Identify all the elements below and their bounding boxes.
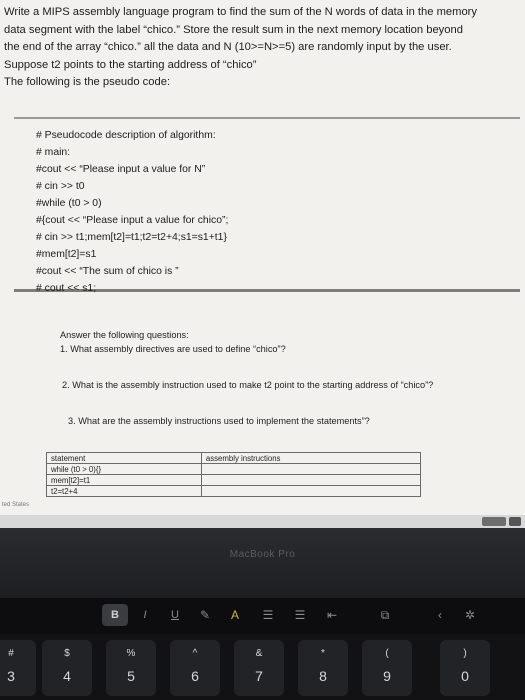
touch-bar: [0, 598, 525, 634]
key-symbol: (: [385, 648, 389, 659]
scroll-arrow-icon[interactable]: [509, 517, 521, 526]
brightness-icon[interactable]: ✲: [464, 608, 476, 622]
scroll-thumb[interactable]: [482, 517, 506, 526]
numbered-list-icon[interactable]: ☰: [294, 608, 306, 622]
code-line: #while (t0 > 0): [36, 198, 102, 209]
key-number: 8: [319, 668, 327, 684]
code-line: #cout << “Please input a value for N”: [36, 164, 206, 175]
intro-line: The following is the pseudo code:: [4, 76, 171, 88]
keyboard-row: [0, 634, 525, 700]
code-line: #mem[t2]=s1: [36, 249, 97, 260]
key-number: 0: [461, 668, 469, 684]
key-4[interactable]: [42, 640, 92, 696]
questions-header: Answer the following questions:: [60, 330, 189, 340]
table-cell[interactable]: [201, 464, 420, 475]
key-3[interactable]: [0, 640, 36, 696]
table-cell[interactable]: mem[t2]=t1: [47, 475, 202, 486]
questions-section: [60, 328, 433, 428]
table-cell[interactable]: [201, 475, 420, 486]
key-5[interactable]: [106, 640, 156, 696]
underline-button[interactable]: U: [171, 609, 179, 621]
sidebar-fragment: ted States: [2, 502, 30, 508]
intro-line: Write a MIPS assembly language program to find the sum of the N words of data in the memory: [4, 6, 477, 18]
brand-label: MacBook Pro: [229, 549, 296, 560]
table-cell[interactable]: while (t0 > 0){}: [47, 464, 202, 475]
table-row: [47, 486, 421, 497]
question-1: 1. What assembly directives are used to define “chico”?: [60, 344, 286, 354]
key-symbol: %: [126, 648, 136, 659]
key-number: 4: [63, 668, 71, 684]
horizontal-scrollbar[interactable]: [0, 515, 525, 528]
table-row: [47, 464, 421, 475]
table-cell[interactable]: t2=t2+4: [47, 486, 202, 497]
pseudocode-block: [36, 127, 228, 297]
problem-statement: [4, 4, 521, 92]
key-symbol: ^: [192, 648, 198, 659]
intro-line: Suppose t2 points to the starting address of “chico”: [4, 58, 257, 71]
code-line: #cout << “The sum of chico is ”: [36, 266, 179, 277]
code-line: # main:: [36, 147, 71, 158]
key-number: 3: [7, 668, 15, 684]
code-line: #{cout << “Please input a value for chico”;: [36, 215, 229, 226]
table-header: statement: [47, 453, 202, 464]
code-line: # cin >> t0: [36, 181, 85, 192]
code-line: # cin >> t1;mem[t2]=t1;t2=t2+4;s1=s1+t1}: [36, 232, 227, 243]
key-symbol: ): [463, 648, 467, 659]
table-header: assembly instructions: [201, 453, 420, 464]
code-line: # Pseudocode description of algorithm:: [36, 130, 216, 141]
key-symbol: &: [255, 648, 263, 659]
key-0[interactable]: [440, 640, 490, 696]
answer-table: [46, 452, 421, 497]
question-3: 3. What are the assembly instructions used to implement the statements”?: [68, 416, 370, 426]
table-cell[interactable]: [201, 486, 420, 497]
key-symbol: #: [8, 648, 14, 659]
italic-button[interactable]: I: [143, 609, 147, 621]
bold-button[interactable]: B: [102, 604, 128, 626]
indent-icon[interactable]: ⇤: [326, 608, 338, 622]
key-number: 5: [127, 668, 135, 684]
key-number: 9: [383, 668, 391, 684]
key-8[interactable]: [298, 640, 348, 696]
intro-line: the end of the array “chico.” all the data and N (10>=N>=5) are randomly input by the user.: [4, 41, 452, 53]
question-2: 2. What is the assembly instruction used to make t2 point to the starting address of “chico”?: [62, 380, 434, 390]
key-6[interactable]: [170, 640, 220, 696]
key-9[interactable]: [362, 640, 412, 696]
bullet-list-icon[interactable]: ☰: [262, 608, 274, 622]
table-row: [47, 475, 421, 486]
key-number: 6: [191, 668, 199, 684]
insert-icon[interactable]: ⧉: [380, 607, 390, 622]
highlight-icon[interactable]: ✎: [199, 608, 211, 622]
intro-line: data segment with the label “chico.” Store the result sum in the next memory location beyond: [4, 23, 463, 36]
chevron-left-icon[interactable]: ‹: [438, 608, 442, 622]
key-symbol: $: [64, 648, 70, 659]
text-color-icon[interactable]: A: [230, 608, 239, 622]
key-number: 7: [255, 668, 263, 684]
key-symbol: *: [321, 648, 325, 659]
key-7[interactable]: [234, 640, 284, 696]
laptop-bezel: [0, 528, 525, 598]
code-line: # cout << s1;: [36, 283, 97, 294]
